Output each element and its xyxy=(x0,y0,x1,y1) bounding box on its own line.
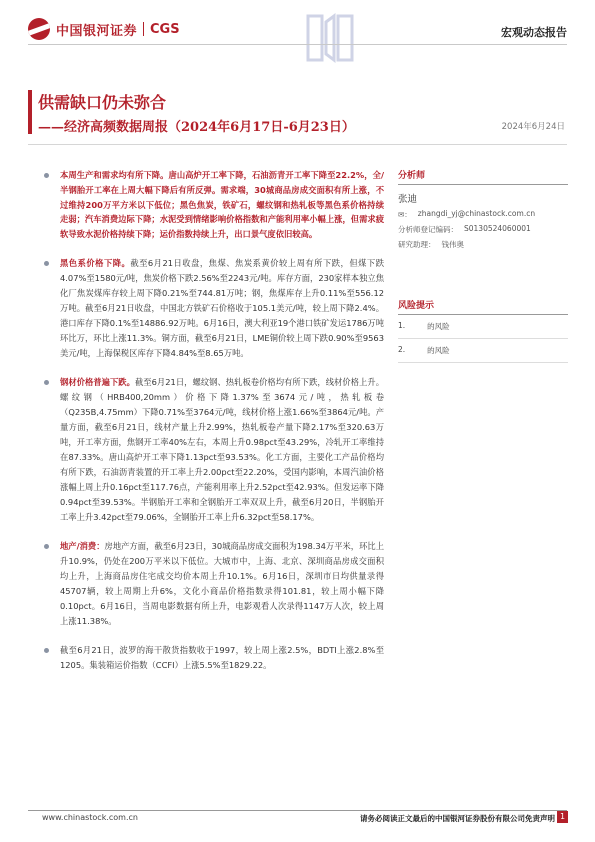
cert-label: 分析师登记编码： xyxy=(398,225,458,234)
footer-disclaimer: 请务必阅读正文最后的中国银河证券股份有限公司免责声明 xyxy=(360,814,555,823)
footer-url[interactable]: www.chinastock.com.cn xyxy=(42,813,138,822)
company-name-en: CGS xyxy=(150,21,180,37)
assistant-row xyxy=(398,239,568,250)
risk-heading: 风险提示 xyxy=(398,298,568,315)
risk-text: 的风险 xyxy=(427,346,450,355)
steel-paragraph xyxy=(44,375,384,525)
ferrous-paragraph xyxy=(44,256,384,361)
bullet-icon xyxy=(44,544,49,549)
title-accent-bar xyxy=(28,90,32,134)
risk-item xyxy=(398,315,568,339)
logo-divider xyxy=(143,22,144,36)
summary-paragraph xyxy=(44,168,384,242)
page-number: 1 xyxy=(557,811,568,823)
risk-text: 的风险 xyxy=(427,322,450,331)
analyst-email[interactable]: zhangdi_yj@chinastock.com.cn xyxy=(417,209,536,218)
risk-number: 2. xyxy=(398,345,406,354)
report-subtitle: ——经济高频数据周报（2024年6月17日-6月23日） xyxy=(38,120,355,135)
header-divider xyxy=(28,44,567,45)
risk-number: 1. xyxy=(398,321,406,330)
report-type-label: 宏观动态报告 xyxy=(501,26,567,39)
paragraph-body: 房地产方面，截至6月23日，30城商品房成交面积为198.34万平米，环比上升10.9%，仍处在200万平米以下低位。大城市中，上海、北京、深圳商品房成交面积均上升，上海商品房住宅成交均价本周上升10.1%。6月16日，深圳市日均供量录得45707辆，较上周期上升6%，文化小商品价格指数录得101.81，较上周小幅下降0.10pct。6月16日，当周电影数据有所上升，电影观看人次录得1147万人次，较上周上涨11.38%。 xyxy=(60,540,385,626)
paragraph-body: 。唐山高炉开工率下降，石油沥青开工率下降至22.2%，全/半钢胎开工率在上周大幅下降后有所反弹。需求端，30城商品房成交面积有所上涨，不过维持200万平方米以下低位；黑色焦炭，铁矿石，螺纹钢和热轧板等黑色系价格持续走弱；汽车消费边际下降；水泥受到情绪影响价格指数和产能利用率小幅上涨，但需求疲软导致水泥价格持续下降；运价指数持续上升，出口景气度依旧较高。 xyxy=(60,170,384,240)
title-divider xyxy=(28,144,567,145)
paragraph-lead: 地产/消费： xyxy=(60,540,105,551)
cert-code: S0130524060001 xyxy=(464,224,531,233)
paragraph-body: 截至6月21日收盘，焦煤、焦炭系黄价较上周有所下跌，但煤下跌4.07%至1580元/吨，焦炭价格下跌2.56%至2243元/吨。库存方面，230家样本独立焦化厂焦炭煤库存较上周下降0.21%至744.81万吨；钢，焦煤库存上升0.11%至556.12万吨。截至6月21日收盘，中国北方铁矿石价格收于105.1美元/吨，较上周下降2.4%。港口库存下降0.1%至14886.92万吨。6月16日，澳大利亚19个港口铁矿发运1786万吨环比万，环比上涨11.3%。铜方面，截至6月21日，LME铜价较上周下跌0.90%至9563美元/吨，上海保税区库存下降4.84%至8.65万吨。 xyxy=(60,257,384,358)
assistant-name: 钱伟奥 xyxy=(441,240,464,249)
analyst-cert-row xyxy=(398,224,568,235)
watermark-logo-icon xyxy=(300,8,360,68)
bullet-icon xyxy=(44,648,49,653)
analyst-name: 张迪 xyxy=(398,194,418,205)
paragraph-lead: 本周生产和需求均有所下降 xyxy=(60,170,161,180)
main-content xyxy=(44,168,384,687)
email-icon: ✉： xyxy=(398,210,412,219)
company-name-cn: 中国银河证券 xyxy=(56,23,138,39)
footer-divider xyxy=(28,810,567,811)
assistant-label: 研究助理： xyxy=(398,240,436,249)
paragraph-body: 截至6月21日，螺纹钢、热轧板卷价格均有所下跌，线材价格上升。螺纹钢（HRB400,20mm）价格下降1.37%至3674元/吨，热轧板卷（Q235B,4.75mm）下降0.71%至3764元/吨，线材价格上涨1.66%至3864元/吨。产量方面，截至6月21日，线材产量上升2.99%，热轧板卷产量下降2.17%至320.63万吨，开工率方面，焦钢开工率40%左右，本周上升0.98pct至43.29%，冷轧开工率维持在87.33%。唐山高炉开工率下降1.13pct至93.53%。化工方面，主要化工产品价格均有所下跌，石油沥青装置的开工率上升2.00pct至22.20%，受国内影响，本周汽油价格涨幅上周上升0.16pct至117.76点，产能利用率上升2.52pct至42.93%。但发运率下降0.94pct至39.53%。半钢胎开工率和全钢胎开工率双双上升，截至6月20日，半钢胎开工率上升3.42pct至79.06%，全钢胎开工率上升6.32pct至58.17%。 xyxy=(60,376,384,522)
bullet-icon xyxy=(44,380,49,385)
shipping-paragraph xyxy=(44,643,384,673)
paragraph-lead: 黑色系价格下降。 xyxy=(60,257,131,268)
sidebar xyxy=(398,168,568,363)
paragraph-lead: 钢材价格普遍下跌。 xyxy=(60,376,135,387)
bullet-icon xyxy=(44,173,49,178)
report-date: 2024年6月24日 xyxy=(501,122,565,132)
risk-item xyxy=(398,339,568,363)
analyst-heading: 分析师 xyxy=(398,168,568,185)
bullet-icon xyxy=(44,261,49,266)
company-logo xyxy=(28,18,180,40)
paragraph-body: 截至6月21日，波罗的海干散货指数收于1997，较上周上涨2.5%，BDTI上涨2.8%至1205。集装箱运价指数（CCFI）上涨5.5%至1829.22。 xyxy=(60,644,384,670)
report-title: 供需缺口仍未弥合 xyxy=(38,93,167,112)
logo-icon xyxy=(28,18,50,40)
analyst-email-row xyxy=(398,209,568,220)
property-paragraph xyxy=(44,539,384,629)
